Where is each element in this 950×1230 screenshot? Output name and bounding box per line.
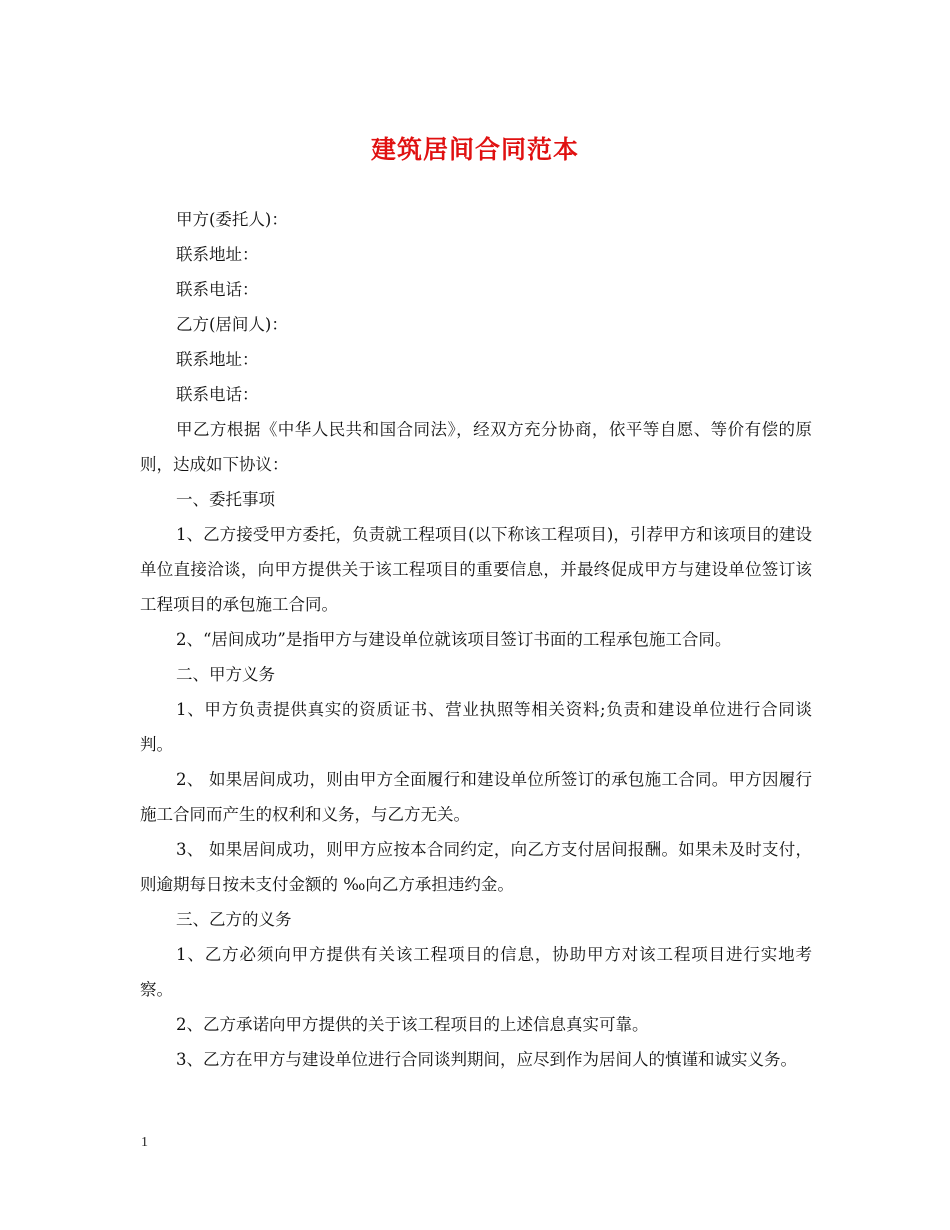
party-b-phone: 联系电话：	[176, 385, 259, 404]
section-heading: 二、甲方义务	[176, 665, 275, 684]
section-item: 1、乙方必须向甲方提供有关该工程项目的信息，协助甲方对该工程项目进行实地考察。	[140, 945, 812, 999]
page-number: 1	[141, 1135, 148, 1150]
party-a-address: 联系地址：	[176, 245, 259, 264]
section-item: 2、乙方承诺向甲方提供的关于该工程项目的上述信息真实可靠。	[176, 1015, 649, 1034]
section-item: 1、甲方负责提供真实的资质证书、营业执照等相关资料;负责和建设单位进行合同谈判。	[140, 700, 812, 754]
party-a-phone: 联系电话：	[176, 280, 259, 299]
party-b-line: 乙方(居间人)：	[176, 315, 288, 334]
document-body	[140, 202, 812, 1077]
section-item: 3、 如果居间成功，则甲方应按本合同约定，向乙方支付居间报酬。如果未及时支付，则逾期每日按未支付金额的 ‰向乙方承担违约金。	[140, 840, 812, 894]
section-item: 1、乙方接受甲方委托，负责就工程项目(以下称该工程项目)，引荐甲方和该项目的建设单位直接洽谈，向甲方提供关于该工程项目的重要信息，并最终促成甲方与建设单位签订该工程项目的承包施工合同。	[140, 525, 812, 614]
party-a-line: 甲方(委托人)：	[176, 210, 288, 229]
section-item: 3、乙方在甲方与建设单位进行合同谈判期间，应尽到作为居间人的慎谨和诚实义务。	[176, 1050, 797, 1069]
section-item: 2、 如果居间成功，则由甲方全面履行和建设单位所签订的承包施工合同。甲方因履行施工合同而产生的权利和义务，与乙方无关。	[140, 770, 812, 824]
intro-paragraph: 甲乙方根据《中华人民共和国合同法》，经双方充分协商，依平等自愿、等价有偿的原则，达成如下协议：	[140, 420, 812, 474]
party-b-address: 联系地址：	[176, 350, 259, 369]
document-title: 建筑居间合同范本	[370, 135, 579, 164]
section-item: 2、“居间成功”是指甲方与建设单位就该项目签订书面的工程承包施工合同。	[176, 630, 732, 649]
section-heading: 一、委托事项	[176, 490, 275, 509]
section-heading: 三、乙方的义务	[176, 910, 292, 929]
